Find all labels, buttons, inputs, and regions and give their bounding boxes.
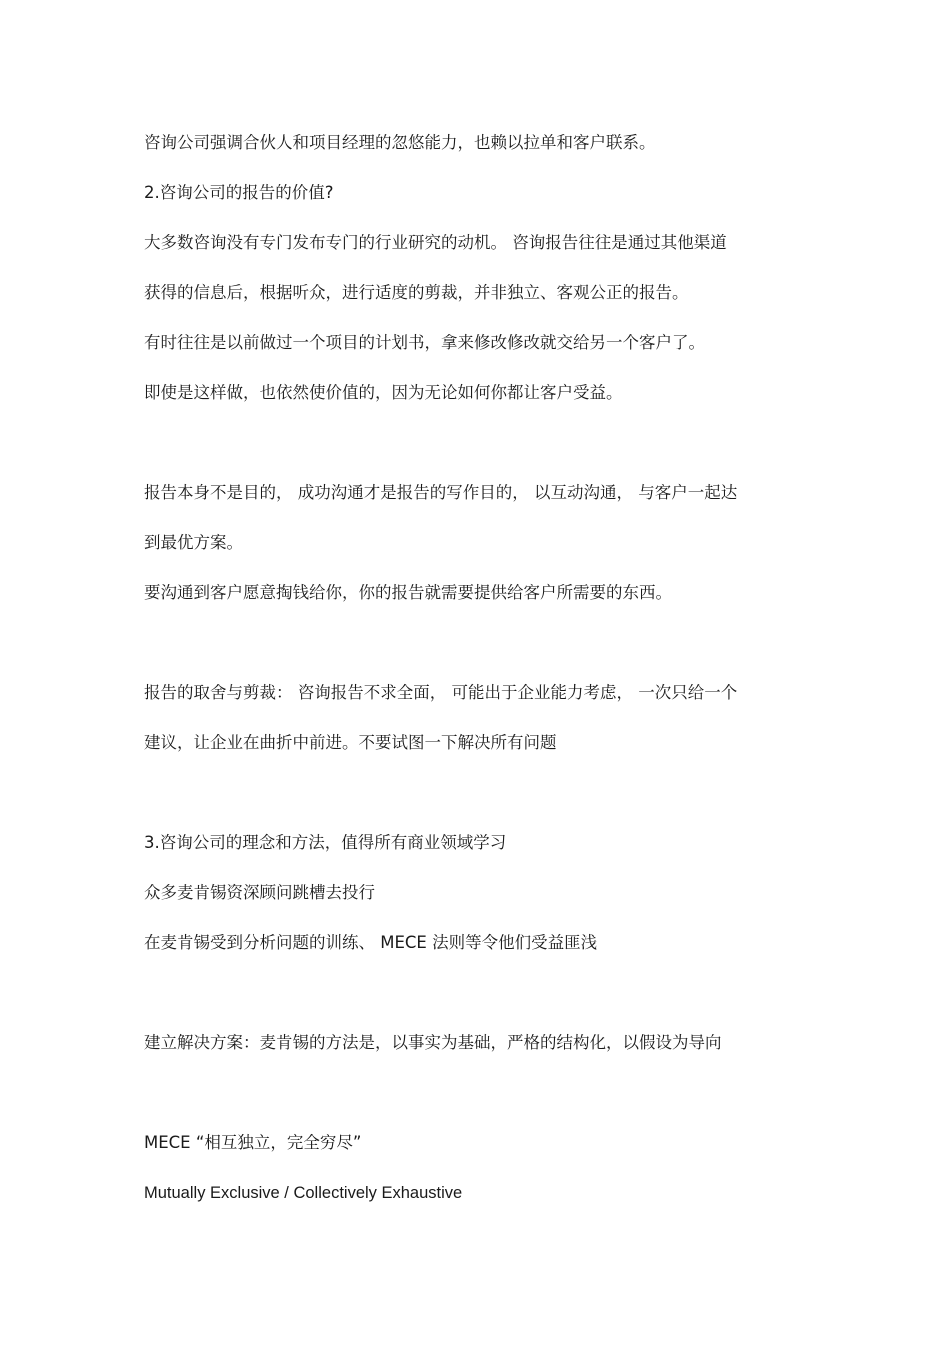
paragraph-line-10: 报告的取舍与剪裁： 咨询报告不求全面， 可能出于企业能力考虑， 一次只给一个 <box>144 683 738 702</box>
paragraph-line-15: 建立解决方案：麦肯锡的方法是，以事实为基础，严格的结构化，以假设为导向 <box>144 1033 722 1052</box>
paragraph-line-8: 到最优方案。 <box>144 533 243 552</box>
paragraph-line-7: 报告本身不是目的， 成功沟通才是报告的写作目的， 以互动沟通， 与客户一起达 <box>144 483 738 502</box>
paragraph-line-6: 即使是这样做，也依然使价值的，因为无论如何你都让客户受益。 <box>144 383 623 402</box>
paragraph-line-14: 在麦肯锡受到分析问题的训练、 MECE 法则等令他们受益匪浅 <box>144 933 598 952</box>
paragraph-line-17: Mutually Exclusive / Collectively Exhaustive <box>144 1184 463 1202</box>
paragraph-line-4: 获得的信息后，根据听众，进行适度的剪裁，并非独立、客观公正的报告。 <box>144 283 689 302</box>
section-heading-2: 2.咨询公司的报告的价值? <box>144 183 334 202</box>
section-heading-3: 3.咨询公司的理念和方法，值得所有商业领域学习 <box>144 833 507 852</box>
paragraph-line-1: 咨询公司强调合伙人和项目经理的忽悠能力，也赖以拉单和客户联系。 <box>144 133 656 152</box>
paragraph-line-13: 众多麦肯锡资深顾问跳槽去投行 <box>144 883 375 902</box>
paragraph-line-11: 建议，让企业在曲折中前进。不要试图一下解决所有问题 <box>144 733 557 752</box>
paragraph-line-16: MECE “相互独立，完全穷尽” <box>144 1133 362 1152</box>
paragraph-line-3: 大多数咨询没有专门发布专门的行业研究的动机。 咨询报告往往是通过其他渠道 <box>144 233 727 252</box>
paragraph-line-5: 有时往往是以前做过一个项目的计划书，拿来修改修改就交给另一个客户了。 <box>144 333 705 352</box>
paragraph-line-9: 要沟通到客户愿意掏钱给你，你的报告就需要提供给客户所需要的东西。 <box>144 583 672 602</box>
